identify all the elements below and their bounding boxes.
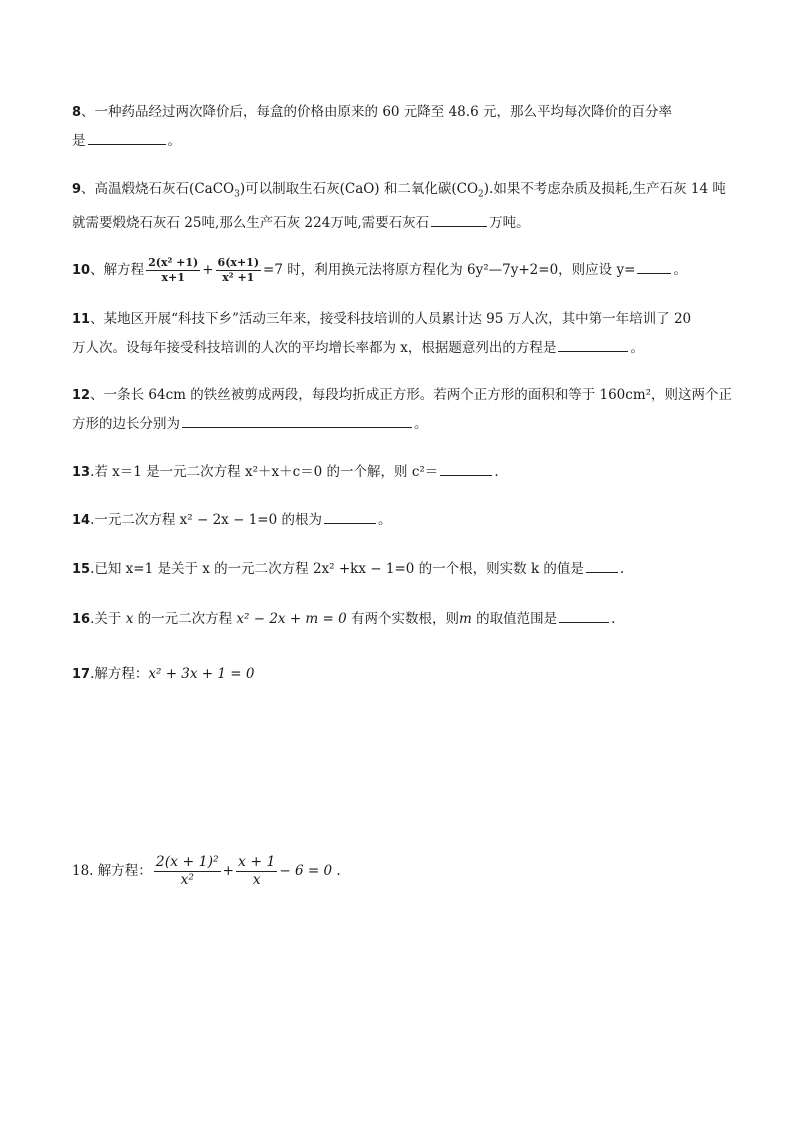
answer-blank[interactable]: [431, 210, 487, 227]
fraction-denominator: x+1: [161, 271, 185, 284]
fraction: [154, 855, 221, 889]
question-text: 、解方程: [90, 262, 145, 278]
question-text: .: [494, 464, 499, 480]
question-text: 有两个实数根，则: [346, 611, 460, 627]
question-text: 的取值范围是: [471, 611, 558, 627]
question-15: [72, 555, 732, 584]
answer-blank[interactable]: [440, 459, 492, 476]
fraction-denominator: x²: [180, 872, 194, 888]
question-text: .: [619, 561, 625, 577]
subscript: 2: [478, 189, 484, 200]
question-text: 、某地区开展“科技下乡”活动三年来，接受科技培训的人员累计达 95 万人次，其中第一年培训了 20: [90, 311, 692, 327]
fraction-numerator: 2(x² +1): [146, 257, 200, 271]
question-number: 12: [72, 388, 91, 403]
question-text: .关于: [90, 611, 126, 627]
question-text: 。: [673, 262, 687, 278]
question-text: ).如果不考虑杂质及损耗,生产石灰 14 吨: [483, 181, 726, 197]
question-number: 9: [72, 182, 82, 197]
question-text: 方形的边长分别为: [72, 416, 180, 432]
fraction-denominator: x: [252, 872, 261, 888]
question-text: 、高温煅烧石灰石(CaCO: [81, 181, 235, 197]
question-text: .已知 x=1 是关于 x 的一元二次方程 2x² +kx − 1=0 的一个根，则实数 k 的值是: [90, 561, 584, 577]
answer-blank[interactable]: [182, 411, 412, 428]
question-text: 解方程：: [93, 863, 152, 879]
plus-sign: +: [222, 863, 234, 879]
subscript: 3: [234, 189, 240, 200]
question-17: [72, 660, 732, 689]
answer-blank[interactable]: [88, 128, 166, 145]
equation: x² + 3x + 1 = 0: [148, 666, 255, 682]
fraction-numerator: 6(x+1): [216, 257, 262, 271]
question-12: [72, 381, 732, 438]
question-14: [72, 506, 732, 535]
plus-sign: +: [202, 262, 214, 278]
question-18: [72, 848, 732, 894]
question-text: 、一条长 64cm 的铁丝被剪成两段，每段均折成正方形。若两个正方形的面积和等于 160cm²，则这两个正: [90, 387, 733, 403]
question-number: 16: [72, 612, 91, 627]
question-number: 14: [72, 513, 91, 528]
equation: x² − 2x + m = 0: [236, 611, 347, 627]
fraction-numerator: 2(x + 1)²: [154, 855, 221, 872]
question-text: .若 x＝1 是一元二次方程 x²＋x＋c＝0 的一个解，则 c²＝: [90, 464, 439, 480]
question-text: 。: [377, 512, 392, 528]
question-11: [72, 305, 732, 362]
answer-blank[interactable]: [559, 606, 609, 623]
fraction-numerator: x + 1: [236, 855, 277, 872]
question-number: 11: [72, 312, 91, 327]
question-number: 17: [72, 667, 91, 682]
question-9: [72, 175, 732, 237]
answer-blank[interactable]: [637, 257, 671, 274]
question-number: 15: [72, 562, 91, 577]
question-text: .: [611, 611, 616, 627]
fraction: [216, 257, 262, 284]
question-number: 18.: [72, 863, 94, 879]
fraction: [146, 257, 200, 284]
fraction: [236, 855, 277, 889]
question-number: 13: [72, 465, 91, 480]
question-text: 的一元二次方程: [133, 611, 237, 627]
question-16: [72, 605, 732, 634]
variable-x: x: [125, 611, 134, 627]
question-text: 。: [630, 340, 644, 356]
question-text: 万人次。设每年接受科技培训的人次的平均增长率都为 x，根据题意列出的方程是: [72, 340, 557, 356]
fraction-denominator: x² +1: [222, 271, 255, 284]
question-text: 。: [167, 133, 181, 149]
question-10: [72, 254, 732, 287]
question-text: )可以制取生石灰(CaO) 和二氧化碳(CO: [239, 181, 479, 197]
question-text: .一元二次方程 x² − 2x − 1=0 的根为: [90, 512, 322, 528]
question-text: 是: [72, 133, 86, 149]
question-text: 万吨。: [489, 214, 530, 231]
question-text: 、一种药品经过两次降价后，每盒的价格由原来的 60 元降至 48.6 元，那么平均每次降价的百分率: [81, 104, 672, 120]
answer-blank[interactable]: [324, 507, 376, 524]
question-text: 。: [414, 416, 428, 432]
question-13: [72, 458, 732, 487]
question-number: 10: [72, 263, 91, 278]
equation-tail: − 6 = 0 .: [279, 863, 341, 879]
question-text: =7 时，利用换元法将原方程化为 6y²—7y+2=0，则应设 y=: [263, 262, 636, 278]
answer-blank[interactable]: [558, 335, 628, 352]
question-text: .解方程：: [90, 666, 149, 682]
question-8: [72, 98, 732, 155]
answer-blank[interactable]: [586, 556, 618, 573]
question-text: 就需要煅烧石灰石 25吨,那么生产石灰 224万吨,需要石灰石: [72, 214, 430, 231]
question-number: 8: [72, 105, 82, 120]
variable-m: m: [459, 611, 472, 627]
